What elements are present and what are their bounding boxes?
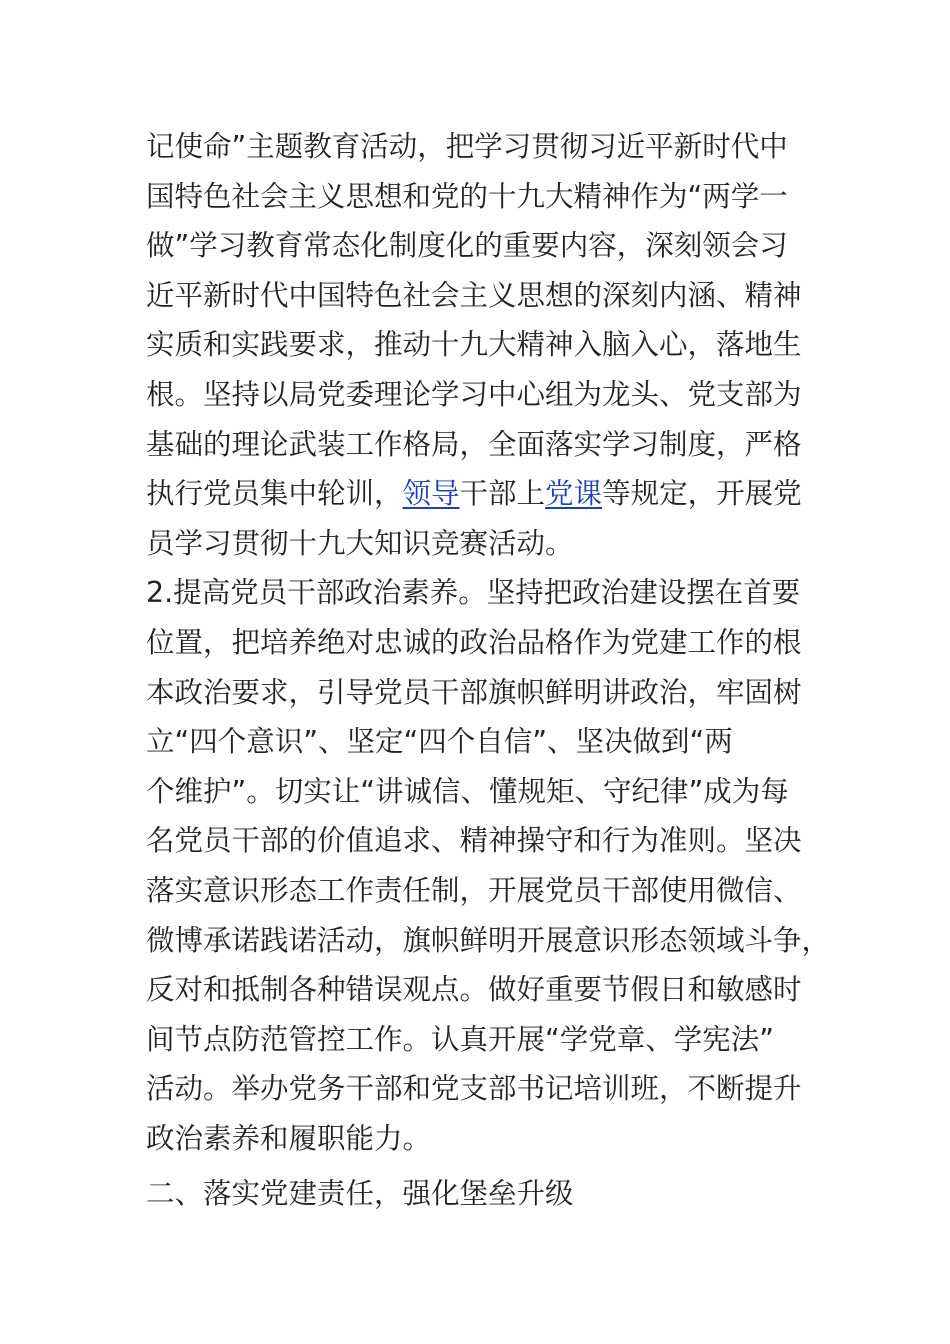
text-line: 根。坚持以局党委理论学习中心组为龙头、党支部为 xyxy=(146,377,802,411)
text-line: 活动。举办党务干部和党支部书记培训班，不断提升 xyxy=(146,1072,802,1106)
text-line: 立“四个意识”、坚定“四个自信”、坚决做到“两 xyxy=(146,725,733,759)
text-line: 员学习贯彻十九大知识竞赛活动。 xyxy=(146,526,574,560)
text-line: 做”学习教育常态化制度化的重要内容，深刻领会习 xyxy=(146,229,788,263)
paragraph-2 xyxy=(146,568,831,1163)
text-line: 本政治要求，引导党员干部旗帜鲜明讲政治，牢固树 xyxy=(146,675,802,709)
text-line: 基础的理论武装工作格局，全面落实学习制度，严格 xyxy=(146,427,802,461)
text-line: 政治素养和履职能力。 xyxy=(146,1121,432,1155)
text-line: 2.提高党员干部政治素养。坚持把政治建设摆在首要 xyxy=(146,576,801,610)
text-line: 实质和实践要求，推动十九大精神入脑入心，落地生 xyxy=(146,328,802,362)
text-line-with-links xyxy=(146,469,814,519)
section-heading: 二、落实党建责任，强化堡垒升级 xyxy=(146,1177,574,1211)
text-line: 反对和抵制各种错误观点。做好重要节假日和敏感时 xyxy=(146,973,802,1007)
text-line: 位置，把培养绝对忠诚的政治品格作为党建工作的根 xyxy=(146,625,802,659)
link-lingdao[interactable]: 领导 xyxy=(402,477,460,511)
link-dangke[interactable]: 党课 xyxy=(545,477,603,511)
text-segment: 等规定，开展党 xyxy=(602,477,802,511)
document-page xyxy=(146,122,831,1219)
text-line: 记使命”主题教育活动，把学习贯彻习近平新时代中 xyxy=(146,130,788,163)
text-line: 间节点防范管控工作。认真开展“学党章、学宪法” xyxy=(146,1022,775,1056)
text-line: 国特色社会主义思想和党的十九大精神作为“两学一 xyxy=(146,179,788,213)
text-line: 近平新时代中国特色社会主义思想的深刻内涵、精神 xyxy=(146,278,802,312)
text-segment: 干部上 xyxy=(459,477,546,511)
text-segment: 执行党员集中轮训， xyxy=(146,477,403,511)
text-line: 个维护”。切实让“讲诚信、懂规矩、守纪律”成为每 xyxy=(146,774,789,808)
text-line: 微博承诺践诺活动，旗帜鲜明开展意识形态领域斗争， xyxy=(146,923,831,957)
text-line: 落实意识形态工作责任制，开展党员干部使用微信、 xyxy=(146,873,802,907)
paragraph-1 xyxy=(146,122,814,568)
text-line: 名党员干部的价值追求、精神操守和行为准则。坚决 xyxy=(146,824,802,858)
